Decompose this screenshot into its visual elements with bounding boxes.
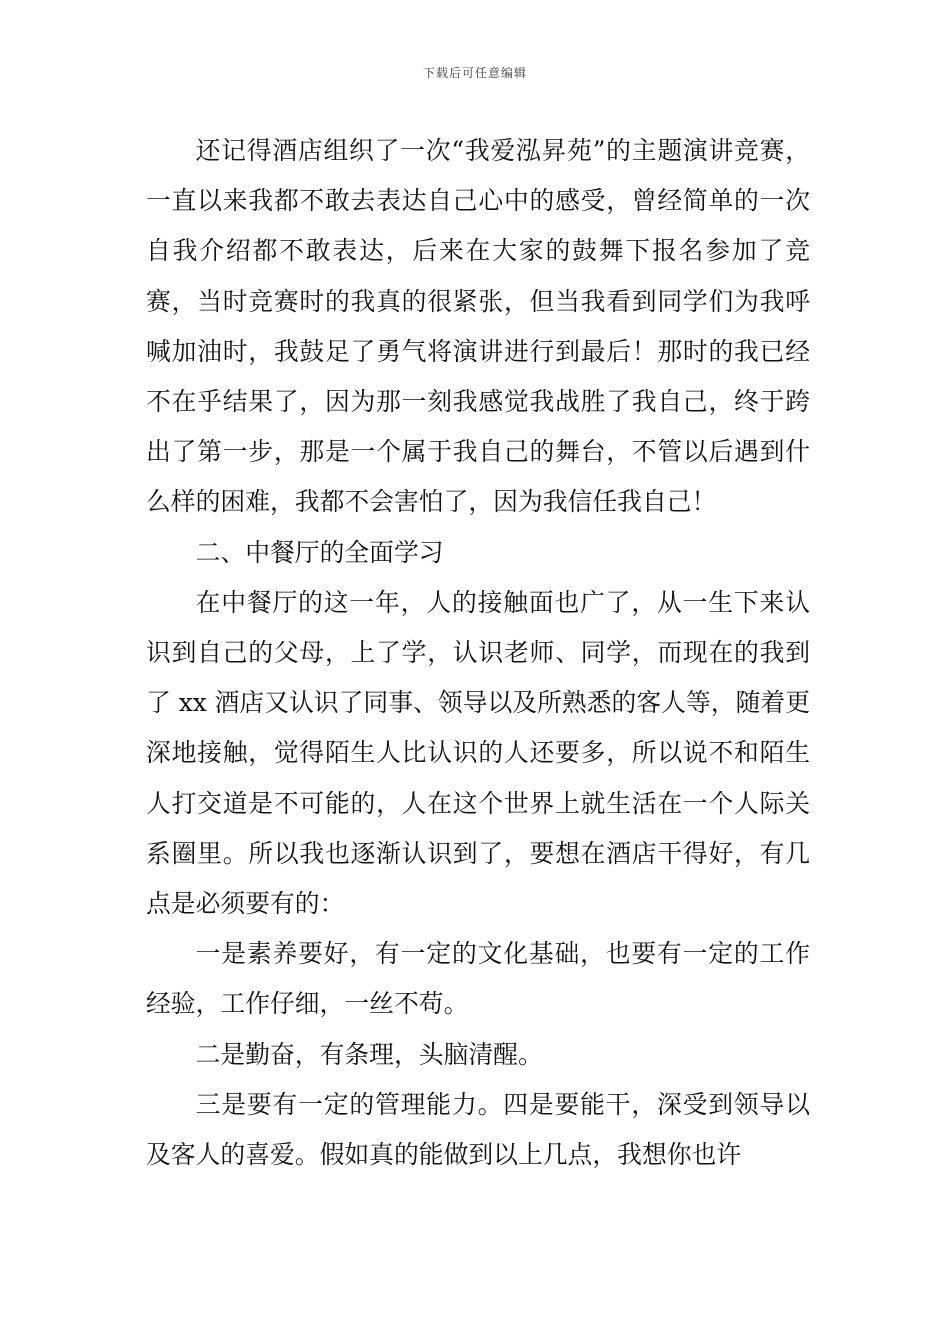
list-item-point-2: 二是勤奋，有条理，头脑清醒。 (195, 1039, 543, 1069)
section-heading: 二、中餐厅的全面学习 (195, 537, 444, 567)
list-item-point-3-4: 三是要有一定的管理能力。四是要能干，深受到领导以及客人的喜爱。假如真的能做到以上几点，我想你也许 (146, 1089, 810, 1170)
list-item-point-1: 一是素养要好，有一定的文化基础，也要有一定的工作经验，工作仔细，一丝不苟。 (146, 939, 810, 1019)
paragraph-speech-contest: 还记得酒店组织了一次“我爱泓昇苑”的主题演讲竞赛，一直以来我都不敢去表达自己心中的感受，曾经简单的一次自我介绍都不敢表达，后来在大家的鼓舞下报名参加了竞赛，当时竞赛时的我真的很紧张，但当我看到同学们为我呼喊加油时，我鼓足了勇气将演讲进行到最后！那时的我已经不在乎结果了，因为那一刻我感觉我战胜了我自己，终于跨出了第一步，那是一个属于我自己的舞台，不管以后遇到什么样的困难，我都不会害怕了，因为我信任我自己！ (146, 136, 810, 517)
page-header: 下载后可任意编辑 (422, 66, 527, 80)
document-body (146, 126, 810, 1180)
paragraph-restaurant-learning: 在中餐厅的这一年，人的接触面也广了，从一生下来认识到自己的父母，上了学，认识老师、同学，而现在的我到了 xx 酒店又认识了同事、领导以及所熟悉的客人等，随着更深地接触，觉得陌生人比认识的人还要多，所以说不和陌生人打交道是不可能的，人在这个世界上就生活在一个人际关系圈里。所以我也逐渐认识到了，要想在酒店干得好，有几点是必须要有的： (146, 587, 810, 919)
